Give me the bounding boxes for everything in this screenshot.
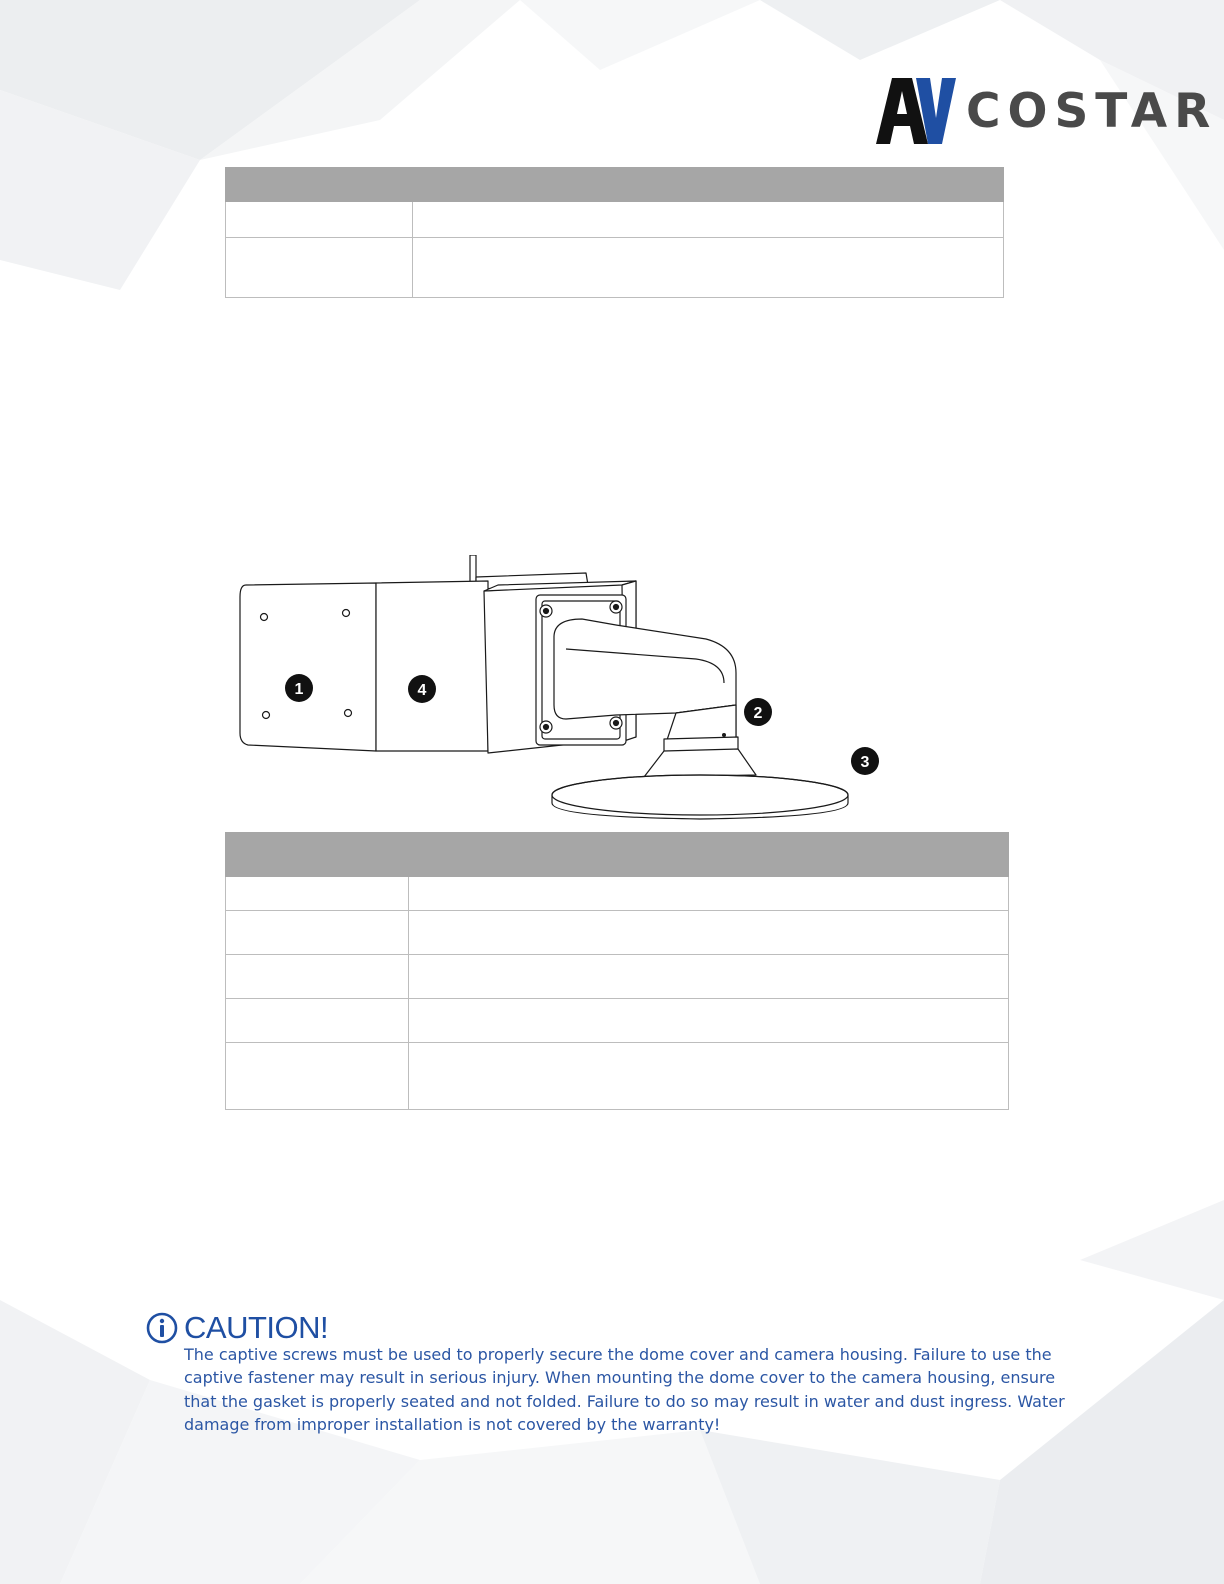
corner-plate-right — [376, 581, 488, 751]
table-row — [226, 202, 1004, 238]
table-row — [226, 238, 1004, 298]
table-cell — [409, 911, 1009, 955]
av-logo-mark — [876, 78, 966, 144]
header-cell — [413, 168, 1004, 202]
table-row — [226, 999, 1009, 1043]
table-header-row — [226, 833, 1009, 877]
caution-title: CAUTION! — [184, 1310, 329, 1345]
table-cell — [409, 955, 1009, 999]
table-row — [226, 911, 1009, 955]
header-cell — [226, 833, 409, 877]
mount-fin — [470, 555, 476, 585]
table-row — [226, 1043, 1009, 1110]
callout-label: 1 — [294, 681, 304, 698]
table-cell — [226, 999, 409, 1043]
table-row — [226, 877, 1009, 911]
corner-mount-diagram — [236, 555, 916, 830]
table-cell — [413, 202, 1004, 238]
table-cell — [226, 202, 413, 238]
table-cell — [413, 238, 1004, 298]
table-cell — [409, 999, 1009, 1043]
avcostar-logo — [876, 78, 1218, 144]
caution-text — [184, 1343, 1084, 1436]
caution-line: captive fastener may result in serious injury. When mounting the dome cover to the camera housing, ensure — [184, 1368, 1056, 1388]
header-cell — [226, 168, 413, 202]
table-header-row — [226, 168, 1004, 202]
callout-label: 2 — [753, 705, 763, 722]
table-cell — [409, 1043, 1009, 1110]
table-row — [226, 955, 1009, 999]
callout-label: 4 — [417, 682, 427, 699]
callout-1 — [285, 674, 313, 702]
header-cell — [409, 833, 1009, 877]
caution-heading — [146, 1308, 328, 1348]
table-cell — [226, 911, 409, 955]
callout-2 — [744, 698, 772, 726]
table-cell — [226, 877, 409, 911]
callout-4 — [408, 675, 436, 703]
table-cell — [226, 955, 409, 999]
table-cell — [226, 238, 413, 298]
corner-plate-left — [240, 583, 376, 751]
callout-label: 3 — [860, 754, 870, 771]
logo-wordmark: COSTAR — [966, 84, 1218, 139]
callout-3 — [851, 747, 879, 775]
dome-cover-cone — [644, 749, 756, 777]
caution-line: that the gasket is properly seated and not folded. Failure to do so may result in water and dust ingress. Water — [184, 1391, 1065, 1411]
top-spec-table — [225, 167, 1004, 298]
caution-line: damage from improper installation is not covered by the warranty! — [184, 1414, 721, 1434]
info-circle-icon — [146, 1312, 178, 1344]
table-cell — [409, 877, 1009, 911]
caution-line: The captive screws must be used to properly secure the dome cover and camera housing. Failure to use the — [184, 1345, 1052, 1364]
table-cell — [226, 1043, 409, 1110]
wall-arm — [554, 619, 736, 719]
bottom-spec-table — [225, 832, 1009, 1110]
